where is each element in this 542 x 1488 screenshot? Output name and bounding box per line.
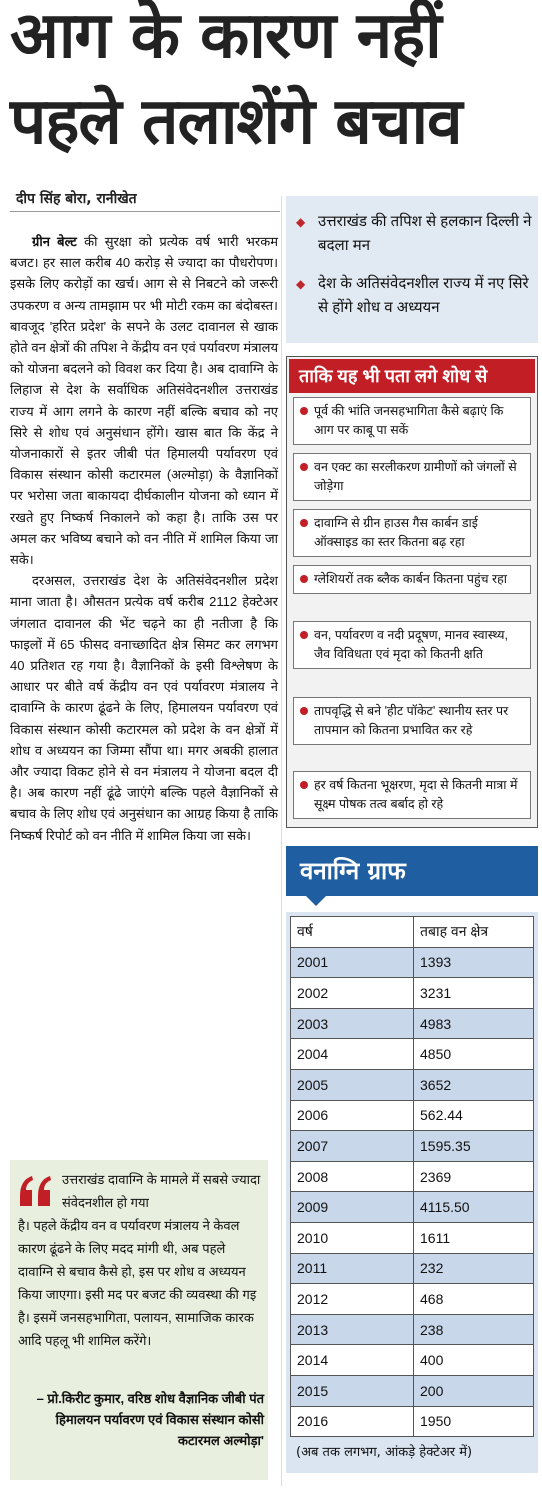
- table-row: [291, 1345, 534, 1376]
- year-cell: 2011: [291, 1253, 414, 1284]
- table-header-row: [291, 917, 534, 948]
- area-cell: 1595.35: [414, 1131, 534, 1162]
- table-row: [291, 1161, 534, 1192]
- forest-fire-table-wrap: [286, 912, 538, 1473]
- year-cell: 2012: [291, 1284, 414, 1315]
- table-note: (अब तक लगभग, आंकड़े हेक्टेअर में): [296, 1445, 473, 1461]
- column-header-year: वर्ष: [291, 917, 414, 948]
- highlights-box: [286, 196, 538, 343]
- diamond-bullet-icon: ◆: [296, 215, 306, 229]
- table-row: [291, 1131, 534, 1162]
- area-cell: 2369: [414, 1161, 534, 1192]
- year-cell: 2002: [291, 978, 414, 1009]
- table-body: [291, 947, 534, 1437]
- header-pointer-icon: [306, 896, 326, 906]
- area-cell: 1611: [414, 1222, 534, 1253]
- red-dot-bullet-icon: [300, 781, 308, 789]
- headline-line-1: आग के कारण नहीं: [10, 0, 441, 73]
- research-item-text: पूर्व की भांति जनसहभागिता कैसे बढ़ाएं कि आग पर काबू पा सकें: [314, 404, 504, 437]
- table-row: [291, 1314, 534, 1345]
- area-cell: 1950: [414, 1406, 534, 1437]
- red-dot-bullet-icon: [300, 407, 308, 415]
- article-paragraph-1-text: की सुरक्षा को प्रत्येक वर्ष भारी भरकम बजट। हर साल करीब 40 करोड़ से ज्यादा का पौधरोपण। इसके लिए करोड़ों का खर्च। आग से से निबटने को जरूरी उपकरण व अन्य तामझाम पर भी मोटी रकम का बंदोबस्त। बावजूद 'हरित प्रदेश' के सपने के उलट दावानल से खाक होते वन क्षेत्रों की तपिश ने केंद्रीय वन एवं पर्यावरण मंत्रालय को योजना बदलने को विवश कर दिया है। अब दावाग्नि के लिहाज से देश के सर्वाधिक अतिसंवेदनशील उत्तराखंड राज्य में आग लगने के कारण नहीं बल्कि बचाव को नए सिरे से शोध एवं अनुसंधान होंगे। खास बात कि केंद्र ने योजनाकारों से इतर जीबी पंत हिमालयी पर्यावरण एवं विकास संस्थान कोसी कटारमल (अल्मोड़ा) के वैज्ञानिकों पर भरोसा जता बाकायदा दीर्घकालीन योजना को ध्यान में रखते हुए निष्कर्ष निकालने को कहा है। ताकि उस पर अमल कर भविष्य बचाने को वन नीति में शामिल किया जा सके।: [10, 234, 278, 568]
- research-title: ताकि यह भी पता लगे शोध से: [289, 359, 535, 393]
- quote-attribution: – प्रो.किरीट कुमार, वरिष्ठ शोध वैज्ञानिक जीबी पंत हिमालयन पर्यावरण एवं विकास संस्थान कोसी कटारमल अल्मोड़ा': [36, 1391, 264, 1448]
- table-row: [291, 1069, 534, 1100]
- byline-divider: [10, 211, 280, 212]
- year-cell: 2013: [291, 1314, 414, 1345]
- quote-text: [18, 1168, 264, 1352]
- year-cell: 2015: [291, 1375, 414, 1406]
- quote-text-first: उत्तराखंड दावाग्नि के मामले में सबसे ज्यादा संवेदनशील हो गया: [62, 1172, 261, 1210]
- research-item: [293, 397, 531, 445]
- year-cell: 2007: [291, 1131, 414, 1162]
- quote-text-rest: है। पहले केंद्रीय वन व पर्यावरण मंत्रालय ने केवल कारण ढूंढने के लिए मदद मांगी थी, अब पहले दावाग्नि से बचाव कैसे हो, इस पर शोध व अध्ययन किया जाएगा। इसी मद पर बजट की व्यवस्था की गइ है। इसमें जनसहभागिता, पलायन, सामाजिक कारक आदि पहलू भी शामिल करेंगे।: [18, 1218, 257, 1348]
- table-row: [291, 1008, 534, 1039]
- year-cell: 2004: [291, 1039, 414, 1070]
- research-item-text: तापवृद्धि से बने 'हीट पॉकेट' स्थानीय स्तर पर तापमान को कितना प्रभावित कर रहे: [314, 704, 509, 737]
- area-cell: 3231: [414, 978, 534, 1009]
- area-cell: 562.44: [414, 1100, 534, 1131]
- area-cell: 4115.50: [414, 1192, 534, 1223]
- forest-fire-table: [290, 916, 534, 1437]
- year-cell: 2014: [291, 1345, 414, 1376]
- research-item: [293, 565, 531, 594]
- year-cell: 2010: [291, 1222, 414, 1253]
- diamond-bullet-icon: ◆: [296, 277, 306, 291]
- highlight-item: [296, 210, 532, 258]
- research-item: [293, 697, 531, 745]
- area-cell: 232: [414, 1253, 534, 1284]
- highlight-text: उत्तराखंड की तपिश से हलकान दिल्ली ने बदला मन: [318, 213, 532, 254]
- column-divider: [281, 196, 282, 1486]
- area-cell: 400: [414, 1345, 534, 1376]
- research-item-text: हर वर्ष कितना भूक्षरण, मृदा से कितनी मात्रा में सूक्ष्म पोषक तत्व बर्बाद हो रहे: [314, 778, 518, 811]
- table-row: [291, 1375, 534, 1406]
- research-item: [293, 771, 531, 819]
- research-item: [293, 621, 531, 669]
- article-lead: ग्रीन बेल्ट: [32, 234, 77, 249]
- red-dot-bullet-icon: [300, 631, 308, 639]
- year-cell: 2001: [291, 947, 414, 978]
- area-cell: 1393: [414, 947, 534, 978]
- area-cell: 4983: [414, 1008, 534, 1039]
- year-cell: 2006: [291, 1100, 414, 1131]
- area-cell: 200: [414, 1375, 534, 1406]
- research-box: [286, 356, 538, 828]
- area-cell: 468: [414, 1284, 534, 1315]
- research-item-text: ग्लेशियरों तक ब्लैक कार्बन कितना पहुंच रहा: [314, 572, 508, 586]
- research-item-text: वन एक्ट का सरलीकरण ग्रामीणों को जंगलों से जोड़ेगा: [314, 460, 517, 493]
- red-dot-bullet-icon: [300, 575, 308, 583]
- table-row: [291, 1406, 534, 1437]
- headline-line-2: पहले तलाशेंगे बचाव: [10, 85, 462, 159]
- table-row: [291, 1039, 534, 1070]
- article-paragraph-1: [10, 231, 278, 570]
- research-item: [293, 509, 531, 557]
- year-cell: 2009: [291, 1192, 414, 1223]
- article-paragraph-2: दरअसल, उत्तराखंड देश के अतिसंवेदनशील प्रदेश माना जाता है। औसतन प्रत्येक वर्ष करीब 2112 हेक्टेअर जंगलात दावानल की भेंट चढ़ने का ही नतीजा है कि फाइलों में 65 फीसद वनाच्छादित क्षेत्र सिमट कर लगभग 40 प्रतिशत रह गया है। वैज्ञानिकों के इसी विश्लेषण के आधार पर बीते वर्ष केंद्रीय वन एवं पर्यावरण मंत्रालय ने दावाग्नि के कारण ढूंढने के लिए, हिमालयन पर्यावरण एवं विकास संस्थान कोसी कटारमल को प्रदेश के वन क्षेत्रों में शोध व अध्ययन का जिम्मा सौंपा था। मगर अबकी हालात और ज्यादा विकट होने से वन मंत्रालय ने योजना बदल दी है। अब कारण नहीं ढूंढे जाएंगे बल्कि पहले वैज्ञानिकों से बचाव के लिए शोध एवं अनुसंधान का आग्रह किया है ताकि निष्कर्ष रिपोर्ट को वन नीति में शामिल किया जा सके।: [10, 573, 278, 843]
- research-item-text: दावाग्नि से ग्रीन हाउस गैस कार्बन डाई ऑक्साइड का स्तर कितना बढ़ रहा: [314, 516, 478, 549]
- year-cell: 2008: [291, 1161, 414, 1192]
- year-cell: 2005: [291, 1069, 414, 1100]
- column-header-area: तबाह वन क्षेत्र: [414, 917, 534, 948]
- year-cell: 2003: [291, 1008, 414, 1039]
- research-item: [293, 453, 531, 501]
- byline: दीप सिंह बोरा, रानीखेत: [16, 191, 137, 207]
- table-row: [291, 1284, 534, 1315]
- research-item-text: वन, पर्यावरण व नदी प्रदूषण, मानव स्वास्थ्य, जैव विविधता एवं मृदा को कितनी क्षति: [314, 628, 508, 661]
- red-dot-bullet-icon: [300, 519, 308, 527]
- year-cell: 2016: [291, 1406, 414, 1437]
- highlight-item: [296, 272, 532, 320]
- table-row: [291, 947, 534, 978]
- highlight-text: देश के अतिसंवेदनशील राज्य में नए सिरे से होंगे शोध व अध्ययन: [318, 275, 529, 316]
- area-cell: 4850: [414, 1039, 534, 1070]
- graph-title: वनाग्नि ग्राफ: [300, 857, 406, 885]
- area-cell: 3652: [414, 1069, 534, 1100]
- red-dot-bullet-icon: [300, 707, 308, 715]
- table-row: [291, 1222, 534, 1253]
- graph-header: [286, 846, 538, 896]
- table-row: [291, 1192, 534, 1223]
- table-row: [291, 1253, 534, 1284]
- table-row: [291, 1100, 534, 1131]
- article-body: [10, 231, 278, 846]
- red-dot-bullet-icon: [300, 463, 308, 471]
- area-cell: 238: [414, 1314, 534, 1345]
- table-row: [291, 978, 534, 1009]
